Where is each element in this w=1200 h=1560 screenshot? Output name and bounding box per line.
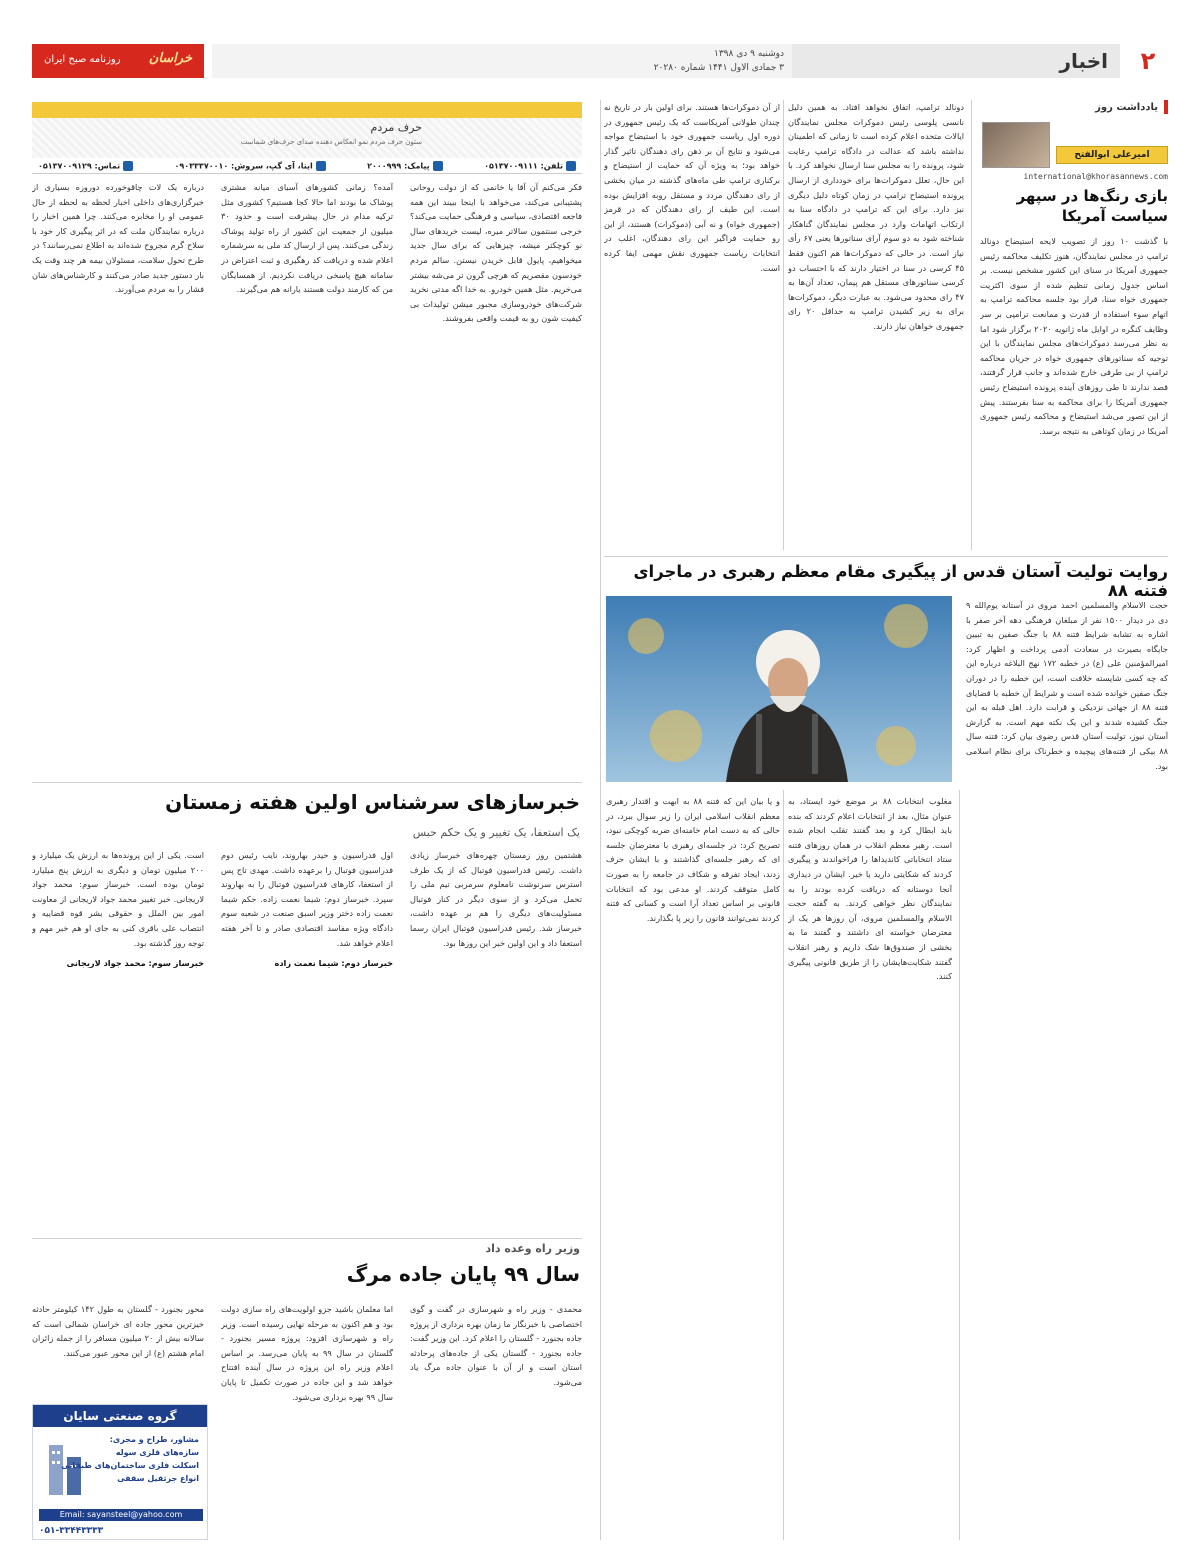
note-headline[interactable]: بازی رنگ‌ها در سپهر سیاست آمریکا <box>1016 187 1168 225</box>
winter-subheadline: یک استعفا، یک تغییر و یک حکم حبس <box>412 826 580 839</box>
note-continued-column <box>604 100 780 550</box>
contact-sms[interactable] <box>367 161 443 171</box>
divider <box>783 790 784 1540</box>
paragraph: و یا بیان این که فتنه ۸۸ به ابهت و اقتدار رهبری معظم انقلاب اسلامی ایران را زیر سوال ببرد، در حالی که به دست امام خامنه‌ای ضربه کوچکی نبود، تصریح کرد: در جلسه‌ای رهبری با معترضان جلسه ای که رهبر جلسه‌ای گذاشتند و با ایشان حرف زدند، ایجاد تفرقه و شکاف در جامعه را به صورت کامل متوقف کردند. او مدعی بود که انتخابات قانونی بر اساس تعداد آرا است و کسانی که فتنه کردند نمی‌توانند قانون را زیر پا بگذارند. <box>606 796 780 923</box>
divider <box>600 100 601 1540</box>
paragraph: درباره یک لات چاقوخورده دوروزه بسیاری از خبرگزاری‌های داخلی اخبار لحظه به لحظه از حال عمومی او را مخابره می‌کنند. چرا همین اخبار را درباره نمایندگان ملت که در اثر پیگیری کار خود با سلاح گرم مجروح شده‌اند به اطلاع نمی‌رسانند؟ در طرح تحول سلامت، مسئولان بیمه هر چند وقت یک بار دستور جدید صادر می‌کنند و کارشناس‌های شان فشار را به مردم می‌آورند. <box>32 182 204 295</box>
winter-subhead: خبرساز دوم: شیما نعمت زاده <box>274 958 393 969</box>
winter-column <box>410 848 582 1238</box>
ad-email[interactable]: Email: sayansteel@yahoo.com <box>39 1509 203 1521</box>
people-column <box>410 180 582 756</box>
paragraph: اما معلمان باشید جزو اولویت‌های راه سازی دولت بود و هم اکنون به مرحله نهایی رسیده است. وزیر راه و شهرسازی افزود: پروژه مسیر بجنورد - گلستان در سال ۹۹ به پایان می‌رسد. بر اساس اعلام وزیر راه این پروژه در سال آینده افتتاح خواهد شد و این جاده در صورت تکمیل تا پایان سال ۹۹ بهره برداری می‌شود. <box>221 1304 393 1402</box>
divider <box>783 100 784 550</box>
box-header <box>32 118 582 158</box>
brand-name: خراسان <box>148 51 192 66</box>
road-kicker: وزیر راه وعده داد <box>485 1242 580 1255</box>
road-column <box>32 1302 204 1398</box>
call-icon <box>123 161 133 171</box>
paragraph: هشتمین روز زمستان چهره‌های خبرساز زیادی داشت. رئیس فدراسیون فوتبال که از یک طرف استرس سرنوشت نامعلوم سرمربی تیم ملی را تحمل می‌کرد و از سوی دیگر در کنار فوتبال مسئولیت‌های دیگری را هم بر عهده داشت، خبرساز شد. رئیس فدراسیون فوتبال ایران رسما استعفا داد و این اولین خبر این روزها بود. <box>410 850 582 948</box>
note-continued-column <box>788 100 964 550</box>
ad-line: انواع جرثقیل سقفی <box>117 1474 199 1483</box>
people-column <box>32 180 204 756</box>
paragraph: از آن دموکرات‌ها هستند. برای اولین بار در تاریخ نه چندان طولانی آمریکاست که یک رئیس جمهوری در دوره اول ریاست جمهوری خود با استیضاح مواجه می‌شود و نتایج آن بر ذهن رای دهندگان تاثیر گذار خواهد بود؛ به ویژه آن که حمایت از استیضاح و برکناری ترامپ طی ماه‌های گذشته در میان بخشی از رای دهندگان مردد و مستقل روبه افزایش بوده است. این طیف از رای دهندگان که در قرمز (جمهوری خواه) و نه آبی (دموکرات) هستند، از این رو حمایت فراگیر این رای دهندگان، اغلب در انتخابات ریاست جمهوری نقش مهمی ایفا کرده است. <box>604 102 780 273</box>
winter-column <box>32 848 204 1238</box>
ad-line: مشاور، طراح و مجری: <box>109 1435 199 1444</box>
paragraph: با گذشت ۱۰ روز از تصویب لایحه استیضاح دونالد ترامپ در مجلس نمایندگان، هنوز تکلیف محاکمه رئیس جمهوری آمریکا در سنای این کشور مشخص نیست. بر اساس جدول زمانی تنظیم شده از سوی اکثریت جمهوری خواه سنا، قرار بود جلسه محاکمه ترامپ به اتهام سوء استفاده از قدرت و ممانعت ترامپی بر سر وظایف کنگره در اوایل ماه ژانویه ۲۰۲۰ برگزار شود اما به نظر می‌رسد دموکرات‌های مجلس نمایندگان با این توجیه که سناتورهای جمهوری خواه در جریان محاکمه ترامپ از بی طرفی خارج شده‌اند و جانب قرار گرفتند، قصد ندارند تا طی روزهای آینده پرونده استیضاح رئیس جمهوری آمریکا را برای محاکمه به سنا بفرستند. پیش از این تصور می‌شد استیضاح و محاکمه رئیس جمهوری آمریکا در زمان کوتاهی به نتیجه برسد. <box>980 236 1168 436</box>
accent-bar <box>1164 100 1168 114</box>
winter-headline[interactable]: خبرسازهای سرشناس اولین هفته زمستان <box>165 790 580 814</box>
contact-text: ایتا، آی گپ، سروش: ۰۹۰۳۳۳۷۰۰۱۰ <box>174 161 313 170</box>
paragraph: مغلوب انتخابات ۸۸ بر موضع خود ایستاد، به عنوان مثال، بعد از انتخابات اعلام کردند که بنده باید ابطال کرد و بعد گفتند تقلب انجام شده است. رهبر معظم انقلاب در همان روزهای فتنه ستاد انتخاباتی کاندیداها را فراخواندند و پیگیری کردند که شکایتی دارید یا خیر. ایشان در دیداری آنجا دوستانه که دریافت کرده بودند را به نمایندگان نظر خواهی کردند. به گفته حجت الاسلام والمسلمین مروی، آن روزها هر یک از معترضان خواسته ای داشتند و گفتند ما به بخشی از صندوق‌ها شک داریم و رهبر انقلاب گفتند شکایت‌هایشان را از طریق قانونی پیگیری کنند. <box>788 796 952 982</box>
divider <box>32 1238 582 1239</box>
winter-column <box>221 848 393 1238</box>
brand-tagline: روزنامه صبح ایران <box>44 54 121 65</box>
box-title: حرف مردم <box>370 121 422 134</box>
lead-column <box>606 794 780 1544</box>
road-column <box>410 1302 582 1540</box>
page-header <box>32 44 1168 78</box>
divider <box>604 556 1168 557</box>
winter-subhead: خبرساز سوم: محمد جواد لاریجانی <box>66 958 204 969</box>
contact-text: پیامک: ۲۰۰۰۹۹۹ <box>367 161 430 170</box>
paragraph: محمدی - وزیر راه و شهرسازی در گفت و گوی اختصاصی با خبرنگار ما زمان بهره برداری از پروژه جاده بجنورد - گلستان را اعلام کرد. این وزیر گفت: جاده بجنورد - گلستان یکی از جاده‌های پرحادثه استان است و از آن با عنوان جاده مرگ یاد می‌شود. <box>410 1304 582 1387</box>
phone-icon <box>566 161 576 171</box>
contact-phone[interactable] <box>484 161 576 171</box>
ad-services <box>61 1433 199 1485</box>
divider <box>971 100 972 550</box>
author-email[interactable]: international@khorasannews.com <box>1023 172 1168 181</box>
lead-column <box>966 598 1168 1544</box>
divider <box>32 782 582 783</box>
date-persian: دوشنبه ۹ دی ۱۳۹۸ <box>714 49 784 59</box>
paragraph: آمده؟ زمانی کشورهای آسیای میانه مشتری پوشاک ما بودند اما حالا کجا هستیم؟ کشوری مثل ترکیه مدام در حال پیشرفت است و حدود ۳۰ میلیون از جمعیت این کشور از راه تولید پوشاک زندگی می‌کنند. پس از ارسال کد ملی به سرشماره اعلام شده و دریافت کد رهگیری و ثبت اعتراض در سامانه هیچ پاسخی دریافت نکردیم. از همسایگان من که کارمند دولت هستند یارانه هم می‌گیرند. <box>221 182 393 295</box>
road-headline[interactable]: سال ۹۹ پایان جاده مرگ <box>346 1262 580 1286</box>
paragraph: است. یکی از این پرونده‌ها به ارزش یک میلیارد و ۲۰۰ میلیون تومان و دیگری به ارزش پنج میلیارد تومان بوده است. خبرساز سوم: محمد جواد لاریجانی. خبر تغییر محمد جواد لاریجانی از معاونت امور بین الملل و حقوقی بشر قوه قضاییه و انتصاب علی باقری کنی به جای او هم خبر مهم و توجه روز گذشته بود. <box>32 850 204 948</box>
contact-messengers[interactable] <box>175 161 326 171</box>
peoples-voice-box <box>32 102 582 762</box>
cleric-speaking-photo <box>606 596 952 782</box>
date-box <box>212 44 792 78</box>
people-column <box>221 180 393 756</box>
page-number: ۲ <box>1140 47 1156 75</box>
paragraph: دونالد ترامپ، اتفاق نخواهد افتاد. به همین دلیل نانسی پلوسی رئیس دموکرات مجلس نمایندگان ایالات متحده اعلام کرده است تا زمانی که اطمینان نداشته باشد که عدالت در دادگاه ترامپ رعایت شود، پرونده را به مجلس سنا ارسال نخواهد کرد. با این حال، تعلل دموکرات‌ها برای خودداری از ارسال پرونده استیضاح ترامپ در زمان کوتاه دلیل دیگری نیز دارد. برای این که ترامپ در دادگاه سنا به ارتکاب اتهامات وارد در مجلس نمایندگان گناهکار شناخته شود به دو سوم آرای سناتورها یعنی ۶۷ رأی نیاز است. در حالی که دموکرات‌ها هم اکنون فقط ۴۵ کرسی در سنا در اختیار دارند که با احتساب دو کرسی سناتورهای مستقل هم پیمان، تعداد آن‌ها به ۴۷ رای محدود می‌شود. به عبارت دیگر، دموکرات‌ها برای به زیر کشیدن ترامپ به حداقل ۲۰ رای جمهوری خواهان نیاز دارند. <box>788 102 964 331</box>
column-label: یادداشت روز <box>1095 102 1158 113</box>
author-photo <box>982 122 1050 168</box>
paragraph: اول فدراسیون و حیدر بهاروند، نایب رئیس دوم فدراسیون فوتبال را برعهده داشت. مهدی تاج پس از استعفا، کارهای فدراسیون فوتبال را به بهاروند سپرد. خبرساز دوم: شیما نعمت زاده. حکم شیما نعمت زاده دختر وزیر اسبق صنعت در شعبه سوم دادگاه ویژه مفاسد اقتصادی صادر و تا آخر هفته اعلام خواهد شد. <box>221 850 393 948</box>
messenger-icon <box>316 161 326 171</box>
paragraph: فکر می‌کنم آن آقا یا خانمی که از دولت روحانی پشتیبانی می‌کند، می‌خواهد با اینجا ببیند این همه فاجعه اقتصادی، سیاسی و فرهنگی حمایت می‌کند؟ خرجی سنتمون سالاتر میره، لیست خریدهای سال نو کوچکتر میشه، چیزهایی که برای سال جدید میخواهیم، پایول قابل خریدن نیستن. سالم مردم خودسون مقصریم که هرچی گرون تر می‌شه بیشتر می‌خریم. مثل همین خودرو. به خدا اگه مدتی نخرید شرکت‌های خودروسازی مجبور میشن تولیدات بی کیفیت شون رو به قیمت واقعی بفروشند. <box>410 182 582 324</box>
advertisement[interactable] <box>32 1404 208 1540</box>
box-subtitle: ستون حرف مردم نمو انعکاس دهنده صدای حرف‌های شماست <box>240 138 422 146</box>
ad-phone[interactable]: ۰۵۱-۳۳۴۴۳۳۳۳ <box>39 1526 104 1536</box>
contact-call[interactable] <box>38 161 133 171</box>
contact-text: تلفن: ۰۵۱۳۷۰۰۹۱۱۱ <box>484 161 563 170</box>
ad-line: اسکلت فلزی ساختمان‌های طبقاتی <box>61 1461 199 1470</box>
lead-photo <box>606 596 952 782</box>
paragraph: محور بجنورد - گلستان به طول ۱۴۲ کیلومتر حادثه خیزترین محور جاده ای خراسان شمالی است که سالانه بیش از ۲۰ میلیون مسافر را از جمله زائران امام هشتم (ع) از این محور عبور می‌کنند. <box>32 1304 204 1358</box>
ad-company: گروه صنعتی سایان <box>33 1405 207 1427</box>
lead-headline[interactable]: روایت تولیت آستان قدس از پیگیری مقام معظم رهبری در ماجرای فتنه ۸۸ <box>633 562 1168 600</box>
sms-icon <box>433 161 443 171</box>
paragraph: حجت الاسلام والمسلمین احمد مروی در آستانه یوم‌الله ۹ دی در دیدار ۱۵۰۰ نفر از مبلغان فرهنگی دهه آخر صفر با اشاره به تشابه شرایط فتنه ۸۸ با جنگ صفین به تبیین جایگاه بصیرت در سعادت آدمی پرداخت و اظهار کرد: امیرالمؤمنین علی (ع) در خطبه ۱۷۲ نهج البلاغه درباره این که چه کسی شایسته خلافت است، این خطبه را در دوران جنگ صفین خوانده شده است و شرایط آن خطبه با قضایای فتنه ۸۸ از جهاتی نزدیکی و قرابت دارد. اهل قبله به این جنگ کشیده شدند و این یک نکته مهم است. به گزارش آستان نیوز، تولیت آستان قدس رضوی بیان کرد: فتنه سال ۸۸ بیکی از فتنه‌های پیچیده و خطرناک برای نظام اسلامی بود. <box>966 600 1168 771</box>
divider <box>959 790 960 1540</box>
accent-bar <box>32 102 582 118</box>
masthead-logo[interactable] <box>32 44 204 78</box>
road-column <box>221 1302 393 1540</box>
lead-column <box>788 794 952 1544</box>
contact-bar <box>32 158 582 174</box>
author-name: امیرعلی ابوالفتح <box>1056 146 1168 164</box>
ad-line: سازه‌های فلزی سوله <box>115 1448 199 1457</box>
date-hijri-issue: ۳ جمادی الاول ۱۴۴۱ شماره ۲۰۲۸۰ <box>653 63 784 73</box>
contact-text: تماس: ۰۵۱۳۷۰۰۹۱۲۹ <box>38 161 121 170</box>
section-title: اخبار <box>1059 49 1108 73</box>
